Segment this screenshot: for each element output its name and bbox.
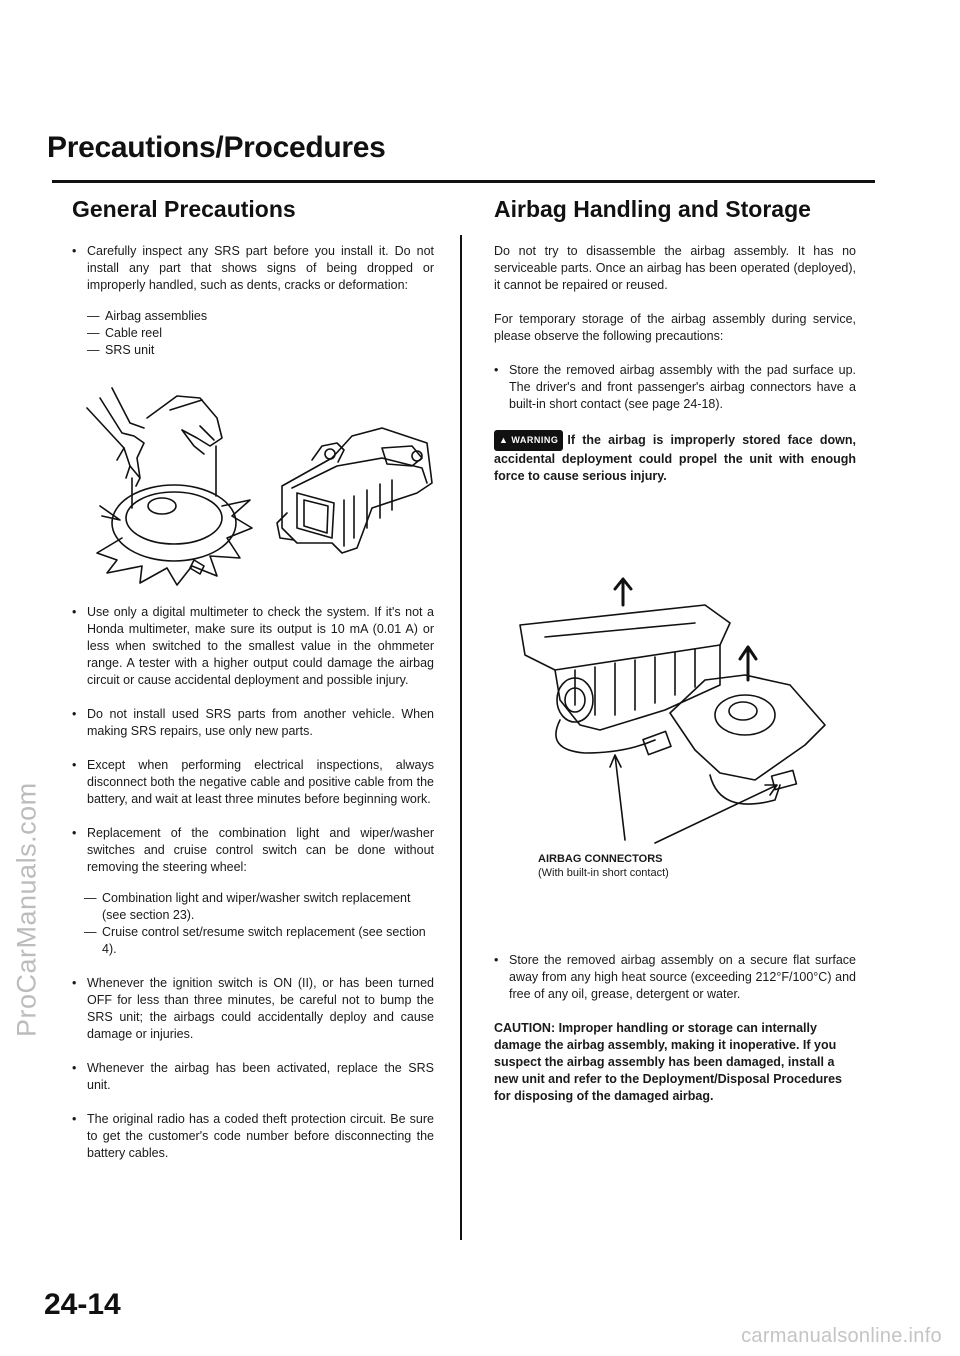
caption-title: AIRBAG CONNECTORS: [538, 853, 663, 865]
storage-flat-surface: • Store the removed airbag assembly on a secure flat surface away from any high heat source (exceeding 212°F/100°C) and free of any oil, grease, detergent or water.: [494, 952, 856, 1003]
hand-icon: [87, 398, 144, 478]
hand-icon: [147, 396, 222, 446]
page-title: Precautions/Procedures: [47, 131, 386, 164]
list-item: — Cable reel: [87, 325, 434, 342]
precaution-disconnect-battery: • Except when performing electrical inspections, always disconnect both the negative cable and positive cable from the battery, and wait at least three minutes before beginning work.: [72, 757, 434, 808]
list-item: — Combination light and wiper/washer switch replacement (see section 23).: [72, 890, 434, 924]
caption-subtitle: (With built-in short contact): [538, 867, 669, 879]
left-column-top: [72, 243, 434, 359]
page-number: 24-14: [44, 1288, 121, 1321]
precaution-switch-replacement: • Replacement of the combination light and wiper/washer switches and cruise control switch can be done without removing the steering wheel:: [72, 825, 434, 876]
footer-watermark: carmanualsonline.info: [741, 1325, 942, 1347]
driver-airbag: [670, 675, 825, 780]
right-column-bottom: [494, 952, 856, 1105]
precaution-multimeter: • Use only a digital multimeter to check the system. If it's not a Honda multimeter, make sure its output is 10 mA (0.01 A) or less when switched to the smallest value in the ohmmeter range. A tester with a higher output could damage the airbag circuit or cause accidental deployment and possible injury.: [72, 604, 434, 689]
storage-pad-up: • Store the removed airbag assembly with the pad surface up. The driver's and front passenger's airbag connectors have a built-in short contact (see page 24-18).: [494, 362, 856, 413]
side-watermark: ProCarManuals.com: [11, 782, 42, 1038]
airbag-modules-illustration: [505, 575, 835, 850]
list-item: — Cruise control set/resume switch replacement (see section 4).: [72, 924, 434, 958]
precaution-activated: • Whenever the airbag has been activated, replace the SRS unit.: [72, 1060, 434, 1094]
figure-caption: [538, 852, 669, 880]
right-column-top: [494, 243, 856, 485]
section-title-general-precautions: General Precautions: [72, 196, 296, 222]
section-title-airbag-handling: Airbag Handling and Storage: [494, 196, 811, 222]
list-item: — SRS unit: [87, 342, 434, 359]
precaution-ignition: • Whenever the ignition switch is ON (II), or has been turned OFF for less than three minutes, be careful not to bump the SRS unit; the airbags could accidentally deploy and cause damage or injuries.: [72, 975, 434, 1043]
precaution-inspect: • Carefully inspect any SRS part before you install it. Do not install any part that shows signs of being dropped or improperly handled, such as dents, cracks or deformation:: [72, 243, 434, 294]
sub-list-switches: [72, 890, 434, 958]
warning-icon: ▲ WARNING: [494, 430, 563, 451]
passenger-airbag: [520, 605, 730, 670]
para-disassemble: Do not try to disassemble the airbag assembly. It has no serviceable parts. Once an airbag has been operated (deployed), it cannot be repaired or reused.: [494, 244, 856, 292]
column-divider: [460, 235, 462, 1240]
caution-note: CAUTION: Improper handling or storage can internally damage the airbag assembly, making it inoperative. If you suspect the airbag assembly has been damaged, install a new unit and refer to the Deployment/Disposal Procedures for disposing of the damaged airbag.: [494, 1021, 842, 1103]
left-column-bottom: [72, 604, 434, 1162]
warning-note: ▲ WARNING If the airbag is improperly stored face down, accidental deployment could propel the unit with enough force to cause serious injury.: [494, 430, 856, 485]
srs-parts-illustration: [82, 388, 442, 593]
sub-list-parts: [87, 308, 434, 359]
precaution-used-parts: • Do not install used SRS parts from another vehicle. When making SRS repairs, use only new parts.: [72, 706, 434, 740]
airbag-pad: [112, 485, 236, 561]
arrow-up-icon: [615, 579, 631, 605]
precaution-radio: • The original radio has a coded theft protection circuit. Be sure to get the customer's code number before disconnecting the battery cables.: [72, 1111, 434, 1162]
para-storage: For temporary storage of the airbag assembly during service, please observe the following precautions:: [494, 312, 856, 343]
title-rule: [52, 180, 875, 183]
list-item: — Airbag assemblies: [87, 308, 434, 325]
